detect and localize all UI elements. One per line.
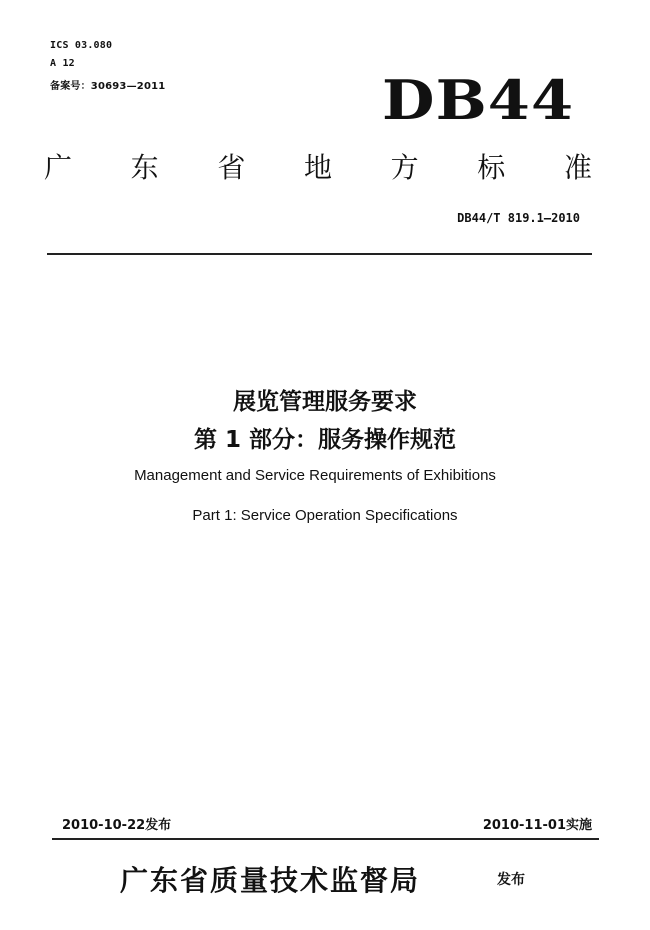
- title-cn-main: 展览管理服务要求: [233, 389, 417, 415]
- issuing-authority: 广东省质量技术监督局: [120, 864, 421, 897]
- bottom-divider: [52, 838, 599, 840]
- publish-date: 2010-10-22发布: [62, 818, 172, 833]
- title-cn-part: 第 1 部分：服务操作规范: [193, 427, 457, 453]
- standard-type-char: 东: [130, 151, 159, 184]
- top-divider: [47, 253, 592, 255]
- record-number: 备案号：30693—2011: [50, 81, 166, 92]
- standard-type-char: 地: [303, 151, 332, 184]
- issue-label: 发布: [497, 872, 525, 888]
- title-en-main: Management and Service Requirements of Exhibitions: [134, 467, 496, 484]
- implement-date: 2010-11-01实施: [482, 818, 592, 833]
- ics-code: ICS 03.080: [50, 40, 113, 51]
- standard-type-char: 广: [44, 151, 73, 184]
- db44-logo: DB44: [382, 68, 575, 132]
- classification-code: A 12: [50, 58, 75, 69]
- standard-type-char: 方: [390, 151, 419, 184]
- standard-number: DB44/T 819.1—2010: [457, 211, 580, 225]
- standard-type-char: 准: [563, 151, 592, 184]
- standard-type-heading: [44, 146, 592, 186]
- standard-type-char: 标: [477, 151, 506, 184]
- title-en-part: Part 1: Service Operation Specifications: [192, 507, 458, 524]
- standard-type-char: 省: [217, 151, 246, 184]
